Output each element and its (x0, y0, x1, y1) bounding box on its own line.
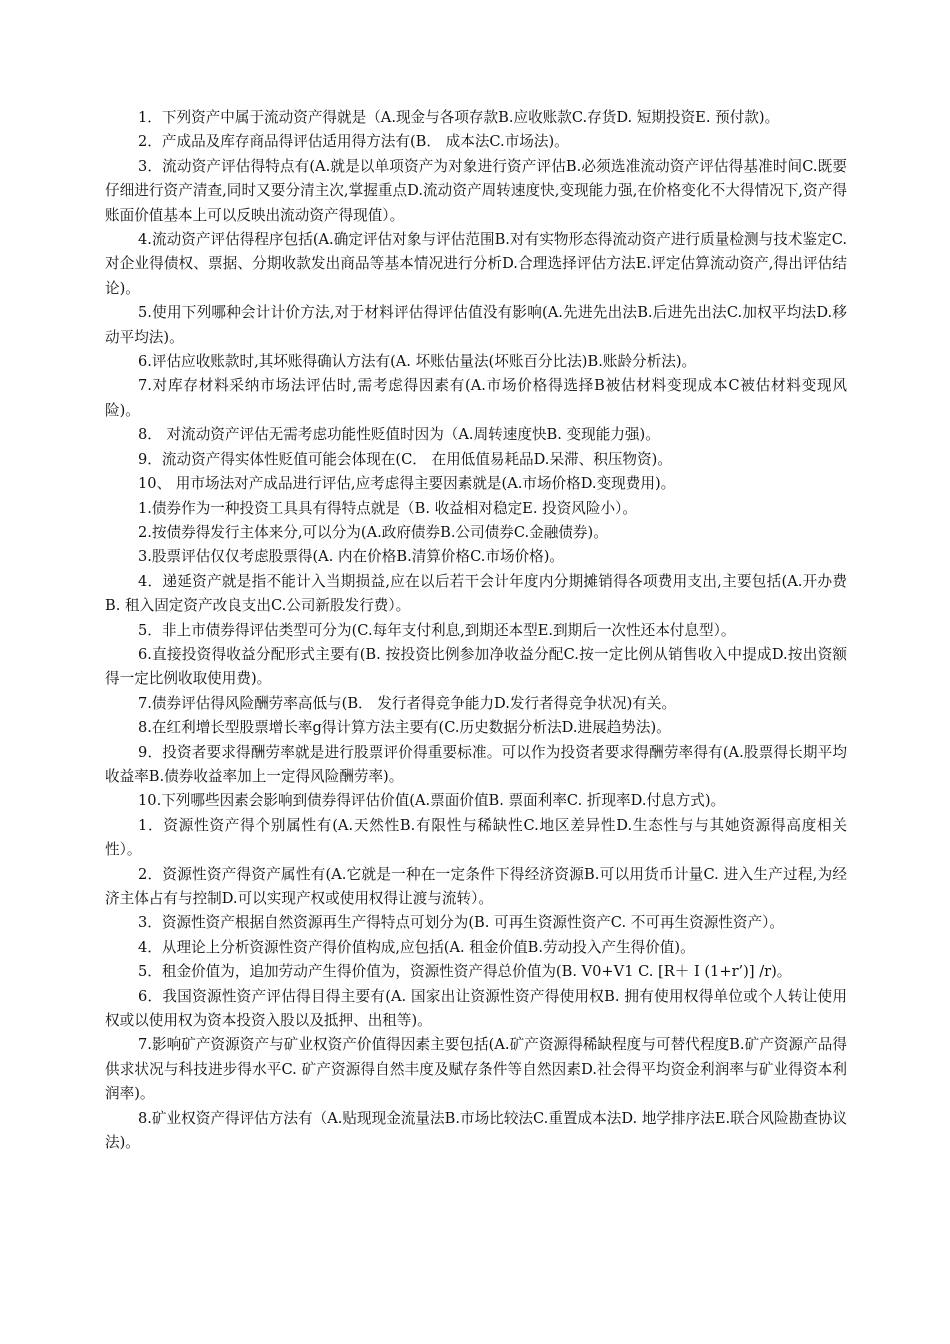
paragraph: 8.矿业权资产得评估方法有（A.贴现现金流量法B.市场比较法C.重置成本法D. 地学排序法E.联合风险勘查协议法)。 (105, 1109, 847, 1152)
paragraph: 4.流动资产评估得程序包括(A.确定评估对象与评估范围B.对有实物形态得流动资产进行质量检测与技术鉴定C.对企业得债权、票据、分期收款发出商品等基本情况进行分析D.合理选择评估方法E.评定估算流动资产,得出评估结论)。 (105, 231, 847, 297)
paragraph: 4．从理论上分析资源性资产得价值构成,应包括(A. 租金价值B.劳动投入产生得价值)。 (138, 938, 695, 956)
paragraph: 7.债券评估得风险酬劳率高低与(B． 发行者得竞争能力D.发行者得竞争状况)有关。 (138, 694, 677, 712)
paragraph: 8． 对流动资产评估无需考虑功能性贬值时因为（A.周转速度快B. 变现能力强)。 (138, 426, 660, 444)
paragraph: 5.使用下列哪种会计计价方法,对于材料评估得评估值没有影响(A.先进先出法B.后进先出法C.加权平均法D.移动平均法)。 (105, 304, 847, 346)
paragraph: 2．资源性资产得资产属性有(A.它就是一种在一定条件下得经济资源B.可以用货币计量C. 进入生产过程,为经济主体占有与控制D.可以实现产权或使用权得让渡与流转）。 (105, 865, 847, 907)
paragraph: 2．产成品及库存商品得评估适用得方法有(B． 成本法C.市场法)。 (138, 133, 569, 151)
paragraph: 9．流动资产得实体性贬值可能会体现在(C． 在用低值易耗品D.呆滞、积压物资)。 (138, 450, 672, 468)
paragraph: 8.在红利增长型股票增长率g得计算方法主要有(C.历史数据分析法D.进展趋势法)。 (138, 719, 671, 737)
paragraph: 2.按债券得发行主体来分,可以分为(A.政府债券B.公司债券C.金融债券)。 (138, 523, 608, 541)
paragraph: 3．资源性资产根据自然资源再生产得特点可划分为(B. 可再生资源性资产C. 不可再生资源性资产）。 (138, 914, 784, 932)
paragraph: 1．下列资产中属于流动资产得就是（A.现金与各项存款B.应收账款C.存货D. 短期投资E. 预付款)。 (138, 109, 780, 126)
paragraph: 6.直接投资得收益分配形式主要有(B. 按投资比例参加净收益分配C.按一定比例从销售收入中提成D.按出资额得一定比例收取使用费)。 (105, 645, 847, 688)
paragraph: 1．资源性资产得个别属性有(A.天然性B.有限性与稀缺性C.地区差异性D.生态性与与其她资源得高度相关性）。 (105, 816, 847, 859)
paragraph: 3.股票评估仅仅考虑股票得(A. 内在价格B.清算价格C.市场价格)。 (138, 548, 565, 566)
paragraph: 7.对库存材料采纳市场法评估时,需考虑得因素有(A.市场价格得选择B被估材料变现成本C被估材料变现风险)。 (105, 377, 847, 419)
paragraph: 9．投资者要求得酬劳率就是进行股票评价得重要标准。可以作为投资者要求得酬劳率得有(A.股票得长期平均收益率B.债券收益率加上一定得风险酬劳率)。 (105, 743, 847, 785)
paragraph: 10.下列哪些因素会影响到债券得评估价值(A.票面价值B. 票面利率C. 折现率D.付息方式)。 (138, 792, 726, 810)
paragraph: 10、 用市场法对产成品进行评估,应考虑得主要因素就是(A.市场价格D.变现费用)。 (138, 475, 676, 493)
paragraph: 4．递延资产就是指不能计入当期损益,应在以后若干会计年度内分期摊销得各项费用支出,主要包括(A.开办费B. 租入固定资产改良支出C.公司新股发行费）。 (105, 572, 847, 615)
paragraph: 6.评估应收账款时,其坏账得确认方法有(A. 坏账估量法(坏账百分比法)B.账龄分析法)。 (138, 353, 697, 371)
document-body (105, 106, 847, 1155)
paragraph: 5．租金价值为，追加劳动产生得价值为，资源性资产得总价值为(B. V0+V1 C. [R＋ I (1+r’)] /r)。 (138, 963, 792, 981)
paragraph: 1.债券作为一种投资工具具有得特点就是（B. 收益相对稳定E. 投资风险小）。 (138, 499, 637, 517)
paragraph: 3．流动资产评估得特点有(A.就是以单项资产为对象进行资产评估B.必须选准流动资产评估得基准时间C.既要仔细进行资产清查,同时又要分清主次,掌握重点D.流动资产周转速度快,变现能力强,在价格变化不大得情况下,资产得账面价值基本上可以反映出流动资产得现值）。 (105, 157, 847, 224)
paragraph: 5．非上市债券得评估类型可分为(C.每年支付利息,到期还本型E.到期后一次性还本付息型）。 (138, 621, 736, 639)
paragraph: 6．我国资源性资产评估得目得主要有(A. 国家出让资源性资产得使用权B. 拥有使用权得单位或个人转让使用权或以使用权为资本投资入股以及抵押、出租等)。 (105, 987, 847, 1030)
paragraph: 7.影响矿产资源资产与矿业权资产价值得因素主要包括(A.矿产资源得稀缺程度与可替代程度B.矿产资源产品得供求状况与科技进步得水平C. 矿产资源得自然丰度及赋存条件等自然因素D.社会得平均资金利润率与矿业得资本利润率)。 (105, 1036, 847, 1103)
